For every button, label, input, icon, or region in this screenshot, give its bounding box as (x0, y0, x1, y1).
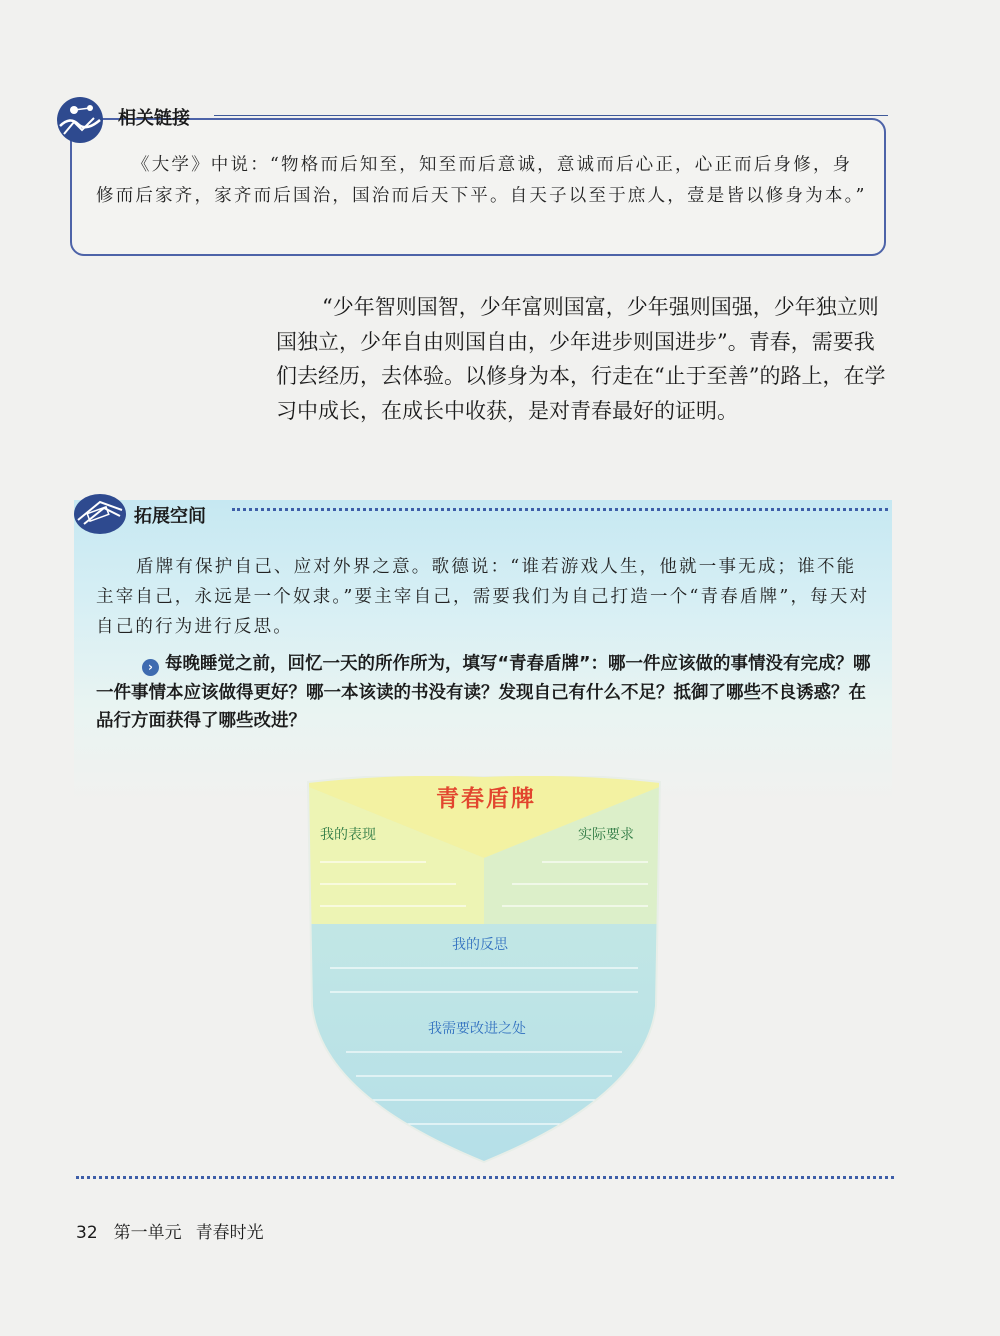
extension-task (96, 650, 876, 736)
shield-reflection-label: 我的反思 (452, 937, 508, 953)
extension-title: 拓展空间 (134, 506, 206, 527)
footer-unit: 第一单元 (113, 1223, 182, 1243)
related-links-title: 相关链接 (118, 108, 190, 129)
related-links-rule (214, 115, 888, 116)
extension-space-icon (70, 488, 126, 536)
footer-dotted-rule (76, 1176, 894, 1179)
footer-unit-title: 青春时光 (195, 1223, 264, 1243)
extension-task-text: 每晚睡觉之前，回忆一天的所作所为，填写“青春盾牌”：哪一件应该做的事情没有完成？哪一件事情本应该做得更好？哪一本该读的书没有读？发现自己有什么不足？抵御了哪些不良诱惑？在品行方面获得了哪些改进？ (96, 654, 871, 731)
shield-right-label: 实际要求 (578, 827, 634, 843)
shield-left-label: 我的表现 (320, 827, 376, 843)
extension-text: 盾牌有保护自己、应对外界之意。歌德说：“谁若游戏人生，他就一事无成；谁不能主宰自己，永远是一个奴隶。”要主宰自己，需要我们为自己打造一个“青春盾牌”，每天对自己的行为进行反思。 (96, 557, 870, 637)
main-paragraph: “少年智则国智，少年富则国富，少年强则国强，少年独立则国独立，少年自由则国自由，少年进步则国进步”。青春，需要我们去经历，去体验。以修身为本，行走在“止于至善”的路上，在学习中成长，在成长中收获，是对青春最好的证明。 (276, 295, 886, 423)
arrow-bullet-icon: › (142, 659, 159, 676)
related-links-header (56, 96, 888, 140)
shield-improve-label: 我需要改进之处 (428, 1021, 526, 1037)
related-links-icon (56, 96, 104, 144)
related-links-text: 《大学》中说：“物格而后知至，知至而后意诚，意诚而后心正，心正而后身修，身修而后家齐，家齐而后国治，国治而后天下平。自天子以至于庶人，壹是皆以修身为本。” (96, 155, 867, 206)
shield-title: 青春盾牌 (436, 786, 536, 812)
extension-dotted-rule (232, 508, 888, 511)
page-number: 32 (76, 1223, 98, 1243)
page-footer (76, 1218, 264, 1243)
